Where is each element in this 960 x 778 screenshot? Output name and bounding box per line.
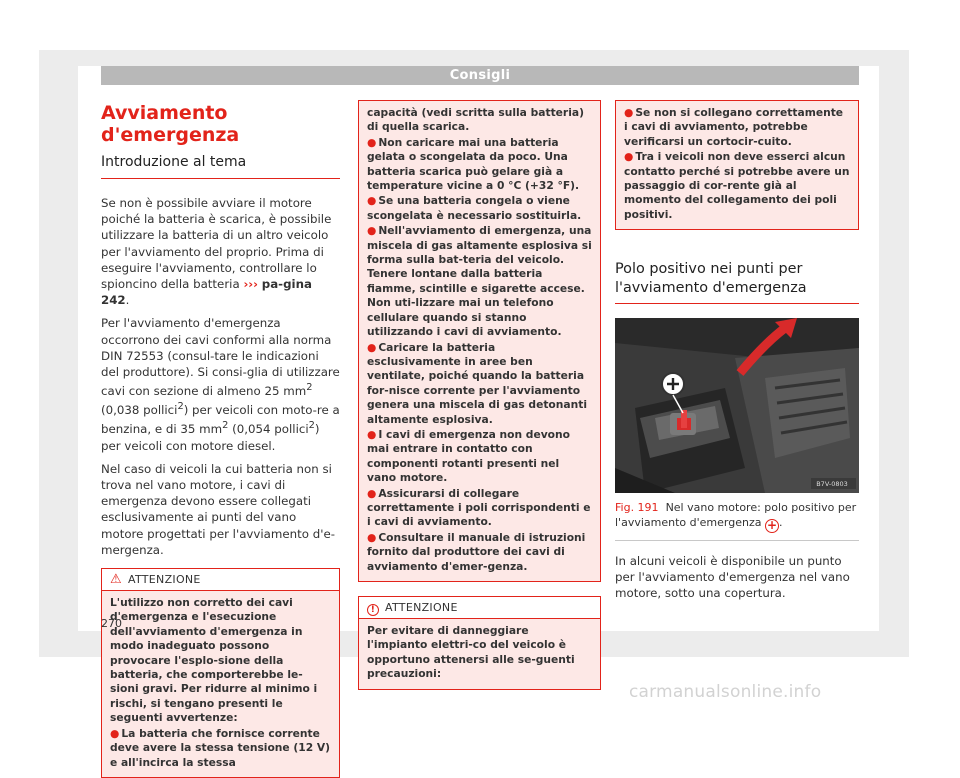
caution-exclamation-icon: ! xyxy=(367,604,379,616)
paragraph-3: Nel caso di veicoli la cui batteria non si trova nel vano motore, i cavi di emergenza devono essere collegati esclusivamente ai punti del vano motore progettati per l'avviamento d'e-mergenza. xyxy=(101,461,335,557)
section-title-positive-pole: Polo positivo nei punti per l'avviamento d'emergenza xyxy=(615,260,859,304)
page-number: 270 xyxy=(101,617,122,630)
warning-bullet-text: Non caricare mai una batteria gelata o scongelata da poco. Una batteria scarica può gelare già a temperature vicine a 0 °C (+32 °F). xyxy=(367,135,580,193)
bullet-icon: ● xyxy=(624,106,634,119)
paragraph-2-text-c: ) per veicoli con moto-re a benzina, e di 35 mm xyxy=(101,403,340,437)
warning-bullet xyxy=(367,136,592,194)
figure-code: B7V-0803 xyxy=(816,480,848,489)
warning-bullet xyxy=(367,341,592,427)
caution-box-continued xyxy=(615,100,859,230)
figure-caption-text: Nel vano motore: polo positivo per l'avviamento d'emergenza xyxy=(615,501,857,529)
warning-intro: L'utilizzo non corretto dei cavi d'emergenza e l'esecuzione dell'avviamento d'emergenza in modo inadeguato possono provocare l'esplo-sione della batteria, che comporterebbe le-sioni gravi. Per ridurre al minimo i rischi, si tengano presenti le seguenti avvertenze: xyxy=(110,596,318,725)
chapter-header: Consigli xyxy=(101,66,859,85)
warning-bullet-text: Assicurarsi di collegare correttamente i poli corrispondenti e i cavi di avviamento. xyxy=(367,486,591,529)
warning-bullet xyxy=(367,428,592,486)
figure-label: Fig. 191 xyxy=(615,501,659,515)
cross-reference-link[interactable]: pa-gina 242 xyxy=(101,277,312,308)
bullet-icon: ● xyxy=(367,530,377,544)
plus-pole-icon: + xyxy=(766,517,777,532)
bullet-icon: ● xyxy=(367,224,377,238)
caution-box xyxy=(358,596,601,690)
warning-header xyxy=(102,569,339,591)
caution-body xyxy=(359,619,600,689)
bullet-icon: ● xyxy=(367,427,377,441)
paragraph-2-text-a: Per l'avviamento d'emergenza occorrono dei cavi conformi alla norma DIN 72553 (consul-tare le indicazioni del produttore). Si consi-glia di utilizzare cavi con sezione di almeno 25 mm xyxy=(101,316,340,399)
superscript: 2 xyxy=(308,420,315,432)
superscript: 2 xyxy=(222,420,229,432)
warning-bullet-text: I cavi di emergenza non devono mai entrare in contatto con componenti rotanti presenti nel vano motore. xyxy=(367,427,570,485)
column-3 xyxy=(615,100,859,601)
bullet-icon: ● xyxy=(367,486,377,500)
paragraph-2-text-b: (0,038 pollici xyxy=(101,403,178,418)
paragraph-2-text-e: ) per veicoli con motore diesel. xyxy=(101,422,320,453)
caution-bullet-text: Tra i veicoli non deve esserci alcun contatto perché si potrebbe avere un passaggio di cor-rente già al momento del collegamento dei poli positivi. xyxy=(624,150,850,221)
column-2 xyxy=(358,100,601,690)
warning-body xyxy=(102,591,339,777)
caption-end: . xyxy=(778,515,783,529)
warning-body-continued xyxy=(359,101,600,581)
warning-box xyxy=(101,568,340,778)
warning-continued-text: capacità (vedi scritta sulla batteria) di quella scarica. xyxy=(367,106,584,134)
warning-bullet xyxy=(367,194,592,223)
warning-bullet xyxy=(367,487,592,530)
section-title: Avviamento d'emergenza xyxy=(101,102,240,146)
warning-bullet xyxy=(367,531,592,574)
cross-reference-arrows: ››› xyxy=(243,277,259,292)
caution-body-continued xyxy=(616,101,858,229)
bullet-icon: ● xyxy=(367,194,377,208)
warning-bullet-text: La batteria che fornisce corrente deve avere la stessa tensione (12 V) e all'incirca la stessa xyxy=(110,726,331,769)
caution-bullet xyxy=(624,106,850,149)
caution-header xyxy=(359,597,600,619)
bullet-icon: ● xyxy=(367,340,377,354)
caution-bullet xyxy=(624,150,850,222)
paragraph-2-text-d: (0,054 pollici xyxy=(228,422,309,437)
warning-bullet-text: Consultare il manuale di istruzioni fornito dal produttore dei cavi di avviamento d'emer-genza. xyxy=(367,530,586,573)
intro-text xyxy=(101,195,340,558)
warning-box-continued xyxy=(358,100,601,582)
warning-bullet xyxy=(367,224,592,339)
positive-pole-paragraph: In alcuni veicoli è disponibile un punto per l'avviamento d'emergenza nel vano motore, sotto una copertura. xyxy=(615,553,850,601)
subsection-title: Introduzione al tema xyxy=(101,154,340,179)
warning-label: ATTENZIONE xyxy=(127,573,201,587)
caution-bullet-text: Se non si collegano correttamente i cavi di avviamento, potrebbe verificarsi un cortocir-cuito. xyxy=(624,106,844,148)
paragraph-1-text: Se non è possibile avviare il motore poiché la batteria è scarica, è possibile utilizzare la batteria di un altro veicolo per l'avviamento del proprio. Prima di eseguire l'avviamento, controllare lo spioncino della batteria xyxy=(101,196,332,292)
superscript: 2 xyxy=(177,401,184,413)
warning-bullet-text: Nell'avviamento di emergenza, una miscela di gas altamente esplosiva si forma sulla bat-teria del veicolo. Tenere lontane dalla batteria fiamme, scintille e sigarette accese. Non uti-lizzare mai un telefono cellulare quando si stanno utilizzando i cavi di avviamento. xyxy=(367,224,592,339)
figure-caption xyxy=(615,501,859,541)
engine-bay-figure xyxy=(615,318,859,493)
superscript: 2 xyxy=(306,382,313,394)
caution-text: Per evitare di danneggiare l'impianto elettri-co del veicolo è opportuno attenersi alle se-guenti precauzioni: xyxy=(367,624,575,681)
caution-label: ATTENZIONE xyxy=(385,601,458,614)
warning-triangle-icon: ⚠ xyxy=(110,572,122,588)
warning-bullet xyxy=(110,727,331,770)
paragraph-2 xyxy=(101,315,340,453)
column-1 xyxy=(101,100,340,778)
engine-bay-illustration xyxy=(615,318,859,493)
bullet-icon: ● xyxy=(367,135,377,149)
warning-bullet-text: Caricare la batteria esclusivamente in aree ben ventilate, poiché quando la batteria for-nisce corrente per l'avviamento genera una miscela di gas detonanti altamente esplosiva. xyxy=(367,340,587,426)
watermark[interactable]: carmanualsonline.info xyxy=(629,682,822,702)
warning-bullet-text: Se una batteria congela o viene scongelata è necessario sostituirla. xyxy=(367,194,582,222)
bullet-icon: ● xyxy=(110,726,120,740)
paragraph-1: Se non è possibile avviare il motore poiché la batteria è scarica, è possibile utilizzare la batteria di un altro veicolo per l'avviamento del proprio. Prima di eseguire l'avviamento, controllare lo spioncino della batteria ››› pa-gina 242. xyxy=(101,196,332,308)
bullet-icon: ● xyxy=(624,150,634,164)
